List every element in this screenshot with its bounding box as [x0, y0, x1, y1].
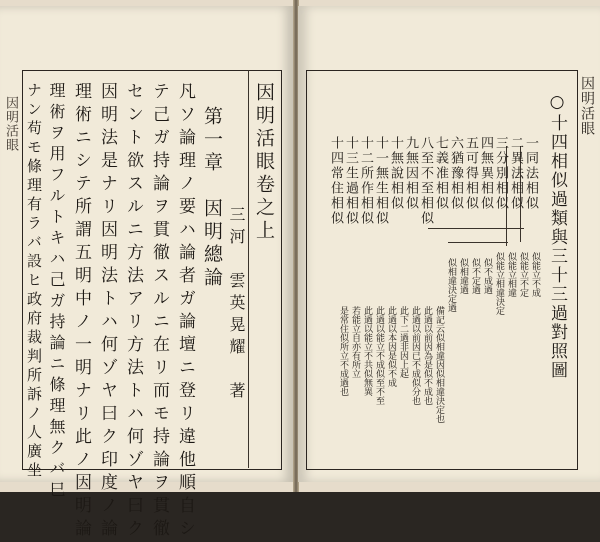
- item-entry: 一同法相似: [523, 136, 538, 211]
- note-upper: 似能立相違決定: [494, 252, 504, 315]
- connector-top: [428, 228, 524, 229]
- item-entry: 三分別相似: [493, 136, 508, 211]
- item-entry: 六猶豫相似: [448, 136, 463, 211]
- text-line-7: ナン苟モ條理有ラバ設ヒ政府裁判所訴ノ人廣坐: [25, 82, 43, 481]
- note-mid: 似相違過: [458, 258, 468, 294]
- note-mid: 似不定過: [470, 258, 480, 294]
- item-entry: 十四常住相似: [328, 136, 343, 226]
- connector-mid: [448, 242, 508, 243]
- volume-header: 因明活眼卷之上: [253, 82, 275, 243]
- item-entry: 十三生過相似: [343, 136, 358, 226]
- right-page: [298, 6, 600, 482]
- item-entry: 十二所作相似: [358, 136, 373, 226]
- text-line-1: 凡ソ論理ノ要ハ論者ガ論壇ニ登リ違他順自シ: [175, 82, 195, 542]
- item-entry: 二異法相似: [508, 136, 523, 211]
- text-line-4: 因明法是ナリ因明法トハ何ゾヤ曰ク印度ノ論: [97, 82, 117, 542]
- item-entry: 九無因相似: [403, 136, 418, 211]
- note-lower: 此過以能立不共似無異: [362, 306, 372, 396]
- item-entry: 八至不至相似: [418, 136, 433, 226]
- item-entry: 十無說相似: [388, 136, 403, 211]
- text-line-2: テ己ガ持論ヲ貫徹スルニ在リ而モ持論ヲ貫徹: [149, 82, 169, 542]
- note-lower: 此下二過非因上起: [398, 306, 408, 378]
- item-entry: 七義准相似: [433, 136, 448, 211]
- note-lower: 是常住似所立不成過也: [338, 306, 348, 396]
- text-line-5: 理術ニシテ所謂五明中ノ一明ナリ此ノ因明論: [71, 82, 91, 542]
- note-upper: 似能立不成: [530, 252, 540, 297]
- text-line-6: 理術ヲ用フルトキハ己ガ持論ニ條理無クバ巳: [47, 82, 66, 502]
- left-page: [0, 6, 294, 542]
- note-lower: 此過以前因為是似不成也: [422, 306, 432, 405]
- note-upper: 似能立相違: [506, 252, 516, 297]
- note-lower: 此過以前因已不成似分也: [410, 306, 420, 405]
- text-line-3: セント欲スルニ方法アリ方法トハ何ゾヤ曰ク: [123, 82, 143, 542]
- diagram-title: ○十四相似過類與三十三過對照圖: [547, 92, 567, 380]
- note-mid: 似相違決定過: [446, 258, 456, 312]
- note-mid: 似不成過: [482, 258, 492, 294]
- note-upper: 似能立不定: [518, 252, 528, 297]
- note-lower: 若能立自亦有所立: [350, 306, 360, 378]
- item-entry: 四無異相似: [478, 136, 493, 211]
- item-entry: 十一無生相似: [373, 136, 388, 226]
- item-entry: 五可得相似: [463, 136, 478, 211]
- note-lower: 此過以本因是似不成: [386, 306, 396, 387]
- right-edge-label: 因明活眼: [579, 76, 595, 136]
- note-lower: 此過以能立不成似至不至: [374, 306, 384, 405]
- left-edge-label: 因明活眼: [3, 96, 18, 152]
- author-line: 三河 雲英晃耀 著: [227, 206, 246, 404]
- left-header-rule: [248, 70, 249, 468]
- note-lower: 備記云似相違因似相違決定也: [434, 306, 444, 423]
- chapter-heading: 第一章 因明總論: [201, 106, 223, 290]
